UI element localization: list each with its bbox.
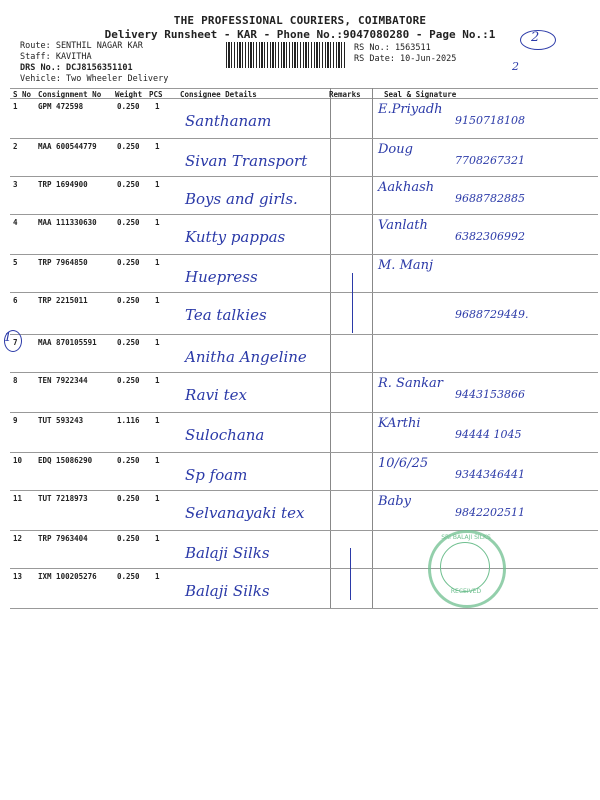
row-consignee: Balaji Silks: [185, 582, 270, 600]
left-circle-mark: [4, 330, 22, 352]
row-sno: 12: [13, 534, 23, 543]
row-pcs: 1: [155, 456, 160, 465]
row-signature: 10/6/25: [378, 456, 429, 471]
row-weight: 0.250: [117, 376, 140, 385]
col-consignment: Consignment No: [38, 90, 102, 99]
row-consignment-no: TRP 2215011: [38, 296, 88, 305]
row-divider: [10, 372, 598, 373]
runsheet-subtitle: Delivery Runsheet - KAR - Phone No.:9047080280 - Page No.:1: [104, 28, 496, 41]
row-signature: KArthi: [378, 416, 421, 431]
stamp-text: SRI BALAJI SILKS: [441, 534, 491, 541]
row-weight: 0.250: [117, 456, 140, 465]
row-sno: 5: [13, 258, 18, 267]
bracket-mark: [340, 273, 353, 333]
row-consignment-no: TUT 593243: [38, 416, 84, 425]
row-pcs: 1: [155, 102, 160, 111]
stamp-received-text: RECEIVED: [450, 588, 482, 595]
row-pcs: 1: [155, 376, 160, 385]
row-weight: 1.116: [117, 416, 140, 425]
company-title: THE PROFESSIONAL COURIERS, COIMBATORE: [173, 14, 427, 27]
received-stamp-inner: [440, 542, 490, 592]
row-sno: 1: [13, 102, 18, 111]
row-divider: [10, 214, 598, 215]
row-sno: 8: [13, 376, 18, 385]
row-consignee: Huepress: [185, 268, 258, 286]
row-phone: 9150718108: [455, 114, 525, 127]
row-sno: 2: [13, 142, 18, 151]
row-consignee: Sp foam: [185, 466, 248, 484]
row-consignee: Sulochana: [185, 426, 265, 444]
row-pcs: 1: [155, 572, 160, 581]
row-consignee: Tea talkies: [185, 306, 267, 324]
drs-text: DRS No.: DCJ8156351101: [20, 63, 133, 73]
row-sno: 3: [13, 180, 18, 189]
page-mark: 2: [531, 30, 540, 45]
row-consignment-no: IXM 100205276: [38, 572, 97, 581]
row-divider: [10, 530, 598, 531]
row-divider: [10, 490, 598, 491]
row-consignment-no: TEN 7922344: [38, 376, 88, 385]
row-phone: 9443153866: [455, 388, 525, 401]
row-pcs: 1: [155, 534, 160, 543]
row-pcs: 1: [155, 142, 160, 151]
col-pcs: PCS: [149, 90, 163, 99]
row-phone: 9344346441: [455, 468, 525, 481]
row-pcs: 1: [155, 296, 160, 305]
row-signature: R. Sankar: [378, 376, 443, 391]
row-weight: 0.250: [117, 338, 140, 347]
row-signature: E.Priyadh: [378, 102, 443, 117]
row-weight: 0.250: [117, 218, 140, 227]
row-signature: Aakhash: [378, 180, 435, 195]
row-pcs: 1: [155, 416, 160, 425]
row-phone: 7708267321: [455, 154, 525, 167]
col-weight: Weight: [115, 90, 143, 99]
col-sno: S No: [13, 90, 32, 99]
row-pcs: 1: [155, 494, 160, 503]
row-weight: 0.250: [117, 180, 140, 189]
row-consignment-no: MAA 870105591: [38, 338, 97, 347]
table-top-rule: [10, 88, 598, 89]
row-pcs: 1: [155, 338, 160, 347]
row-sno: 13: [13, 572, 23, 581]
row-sno: 10: [13, 456, 23, 465]
row-phone: 94444 1045: [455, 428, 522, 441]
row-phone: 6382306992: [455, 230, 525, 243]
row-signature: Baby: [378, 494, 411, 509]
row-consignment-no: MAA 600544779: [38, 142, 97, 151]
row-consignee: Ravi tex: [185, 386, 247, 404]
row-divider: [10, 138, 598, 139]
row-weight: 0.250: [117, 258, 140, 267]
barcode: [226, 42, 346, 68]
row-consignee: Balaji Silks: [185, 544, 270, 562]
row-consignment-no: GPM 472598: [38, 102, 84, 111]
row-weight: 0.250: [117, 494, 140, 503]
row-sno: 4: [13, 218, 18, 227]
row-divider: [10, 608, 598, 609]
row-phone: 9688729449.: [455, 308, 529, 321]
row-consignment-no: TRP 1694900: [38, 180, 88, 189]
rs-number: RS No.: 1563511: [354, 43, 431, 53]
row-consignment-no: TRP 7964850: [38, 258, 88, 267]
rs-date: RS Date: 10-Jun-2025: [354, 54, 457, 64]
left-mark: 1: [4, 330, 12, 344]
row-weight: 0.250: [117, 102, 140, 111]
bracket-mark: [340, 548, 351, 600]
row-consignee: Kutty pappas: [185, 228, 286, 246]
row-sno: 11: [13, 494, 23, 503]
row-consignee: Boys and girls.: [185, 190, 298, 208]
row-consignee: Selvanayaki tex: [185, 504, 305, 522]
row-sno: 7: [13, 338, 18, 347]
row-divider: [10, 334, 598, 335]
col-signature: Seal & Signature: [384, 90, 457, 99]
row-weight: 0.250: [117, 142, 140, 151]
vehicle-text: Vehicle: Two Wheeler Delivery: [20, 74, 169, 84]
row-phone: 9842202511: [455, 506, 525, 519]
row-consignment-no: EDQ 15086290: [38, 456, 93, 465]
row-consignee: Anitha Angeline: [185, 348, 307, 366]
row-consignment-no: TUT 7218973: [38, 494, 88, 503]
row-divider: [10, 254, 598, 255]
row-divider: [10, 452, 598, 453]
row-weight: 0.250: [117, 534, 140, 543]
row-sno: 9: [13, 416, 18, 425]
side-mark: 2: [512, 60, 519, 73]
row-divider: [10, 292, 598, 293]
row-signature: Doug: [378, 142, 413, 157]
row-signature: Vanlath: [378, 218, 428, 233]
row-consignee: Sivan Transport: [185, 152, 308, 170]
col-remarks: Remarks: [329, 90, 361, 99]
route-text: Route: SENTHIL NAGAR KAR: [20, 41, 143, 51]
row-pcs: 1: [155, 258, 160, 267]
row-sno: 6: [13, 296, 18, 305]
row-consignment-no: MAA 111330630: [38, 218, 97, 227]
row-consignee: Santhanam: [185, 112, 272, 130]
row-divider: [10, 176, 598, 177]
row-divider: [10, 412, 598, 413]
row-pcs: 1: [155, 218, 160, 227]
row-consignment-no: TRP 7963404: [38, 534, 88, 543]
row-signature: M. Manj: [378, 258, 434, 273]
staff-text: Staff: KAVITHA: [20, 52, 92, 62]
row-weight: 0.250: [117, 572, 140, 581]
row-phone: 9688782885: [455, 192, 525, 205]
col-consignee: Consignee Details: [180, 90, 257, 99]
row-weight: 0.250: [117, 296, 140, 305]
row-pcs: 1: [155, 180, 160, 189]
row-divider: [10, 568, 598, 569]
